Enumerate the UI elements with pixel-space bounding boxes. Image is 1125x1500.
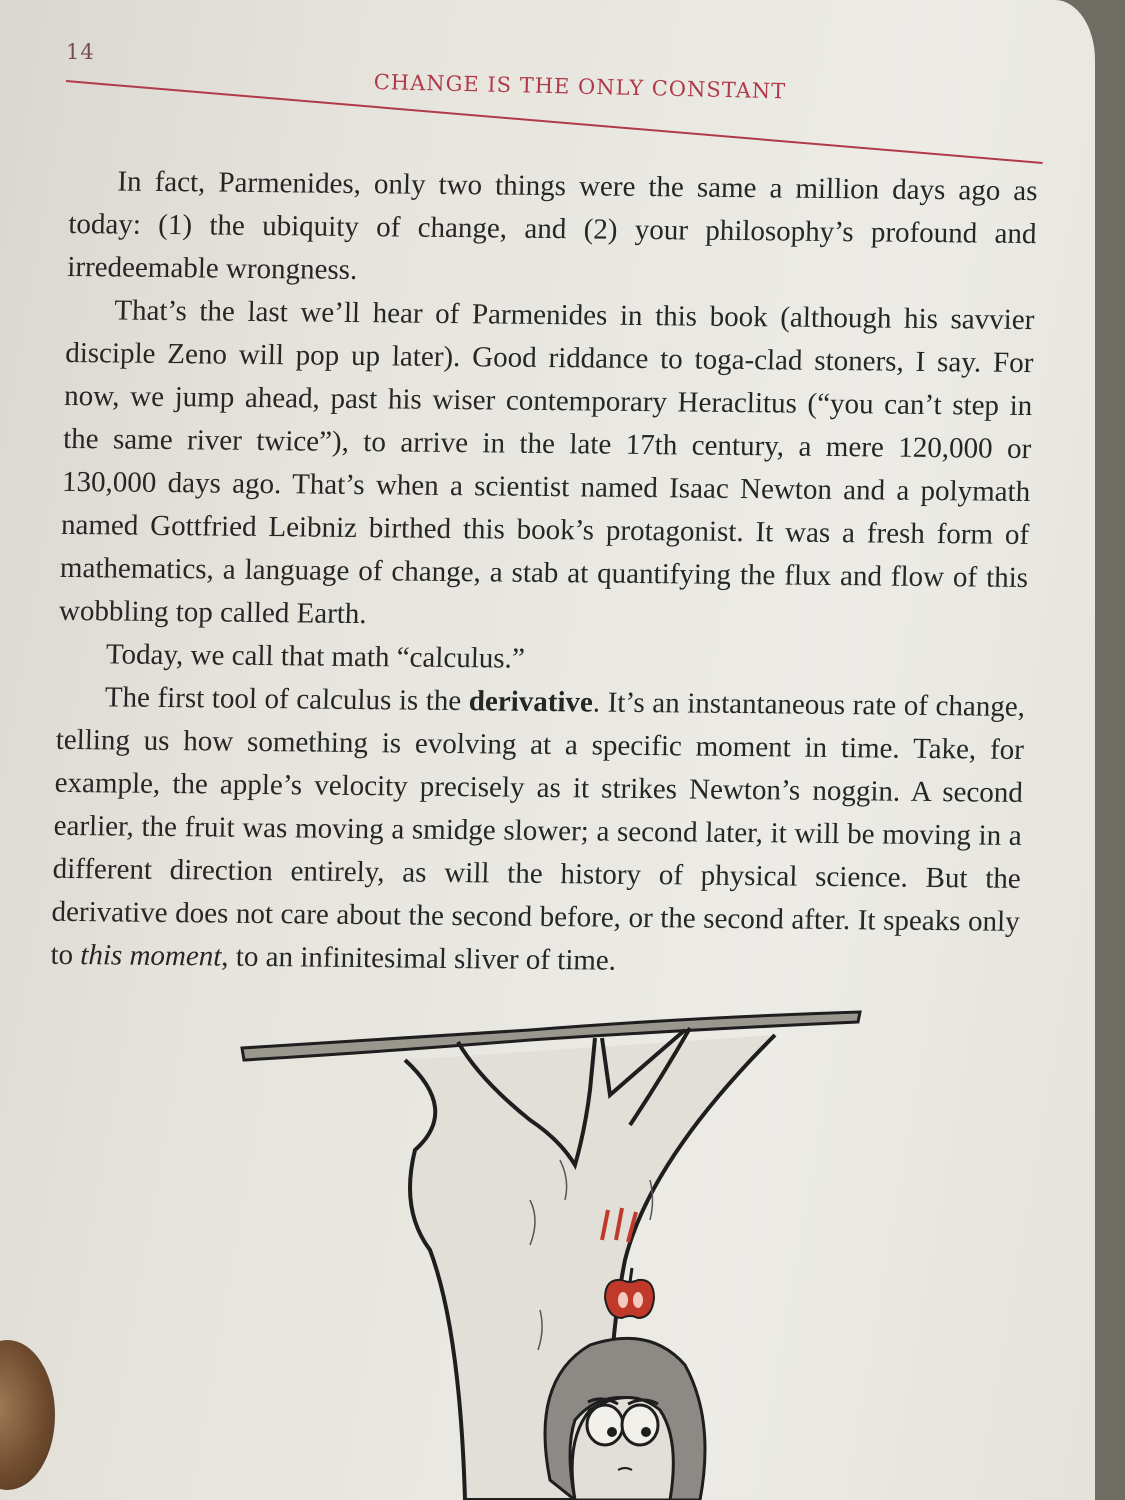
eye-right <box>622 1405 658 1445</box>
paragraph-4-after: , to an infinitesimal sliver of time. <box>220 940 617 977</box>
pupil-right <box>641 1427 651 1437</box>
thumb <box>0 1340 55 1490</box>
page-number: 14 <box>66 40 95 64</box>
paragraph-4 <box>50 676 1025 987</box>
paragraph-2: That’s the last we’ll hear of Parmenides in this book (although his savvier disciple Zeno will pop up later). Good riddance to toga-clad stoners, I say. For now, we jump ahead, past his wiser contemporary Heraclitus (“you can’t step in the same river twice”), to arrive in the late 17th century, a mere 120,000 or 130,000 days ago. That’s when a scientist named Isaac Newton and a polymath named Gottfried Leibniz birthed this book’s protagonist. It was a fresh form of mathematics, a language of change, a stab at quantifying the flux and flow of this wobbling top called Earth. <box>58 294 1035 631</box>
paragraph-1: In fact, Parmenides, only two things were the same a million days ago as today: (1) the ubiquity of change, and (2) your philosophy’s profound and irredeemable wrongness. <box>66 165 1038 286</box>
character-face <box>572 1398 673 1500</box>
body-text <box>50 160 1038 987</box>
paragraph-3: Today, we call that math “calculus.” <box>105 638 526 675</box>
emphasis-this-moment: this moment <box>79 939 222 973</box>
paragraph-4-before: The first tool of calculus is the <box>104 681 470 718</box>
term-derivative: derivative <box>468 685 594 719</box>
tree-apple-newton-icon <box>230 1000 880 1500</box>
eye-left <box>587 1405 623 1445</box>
pupil-left <box>607 1427 617 1437</box>
paragraph-4-middle: . It’s an instantaneous rate of change, telling us how something is evolving at a specific moment in time. Take, for example, the apple’s velocity precisely as it strikes Newton’s noggin. A second earlier, the fruit was moving a smidge slower; a second later, it will be moving in a different direction entirely, as will the history of physical science. But the derivative does not care about the second before, or the second after. It speaks only to <box>50 686 1026 972</box>
running-head: CHANGE IS THE ONLY CONSTANT <box>373 70 787 104</box>
